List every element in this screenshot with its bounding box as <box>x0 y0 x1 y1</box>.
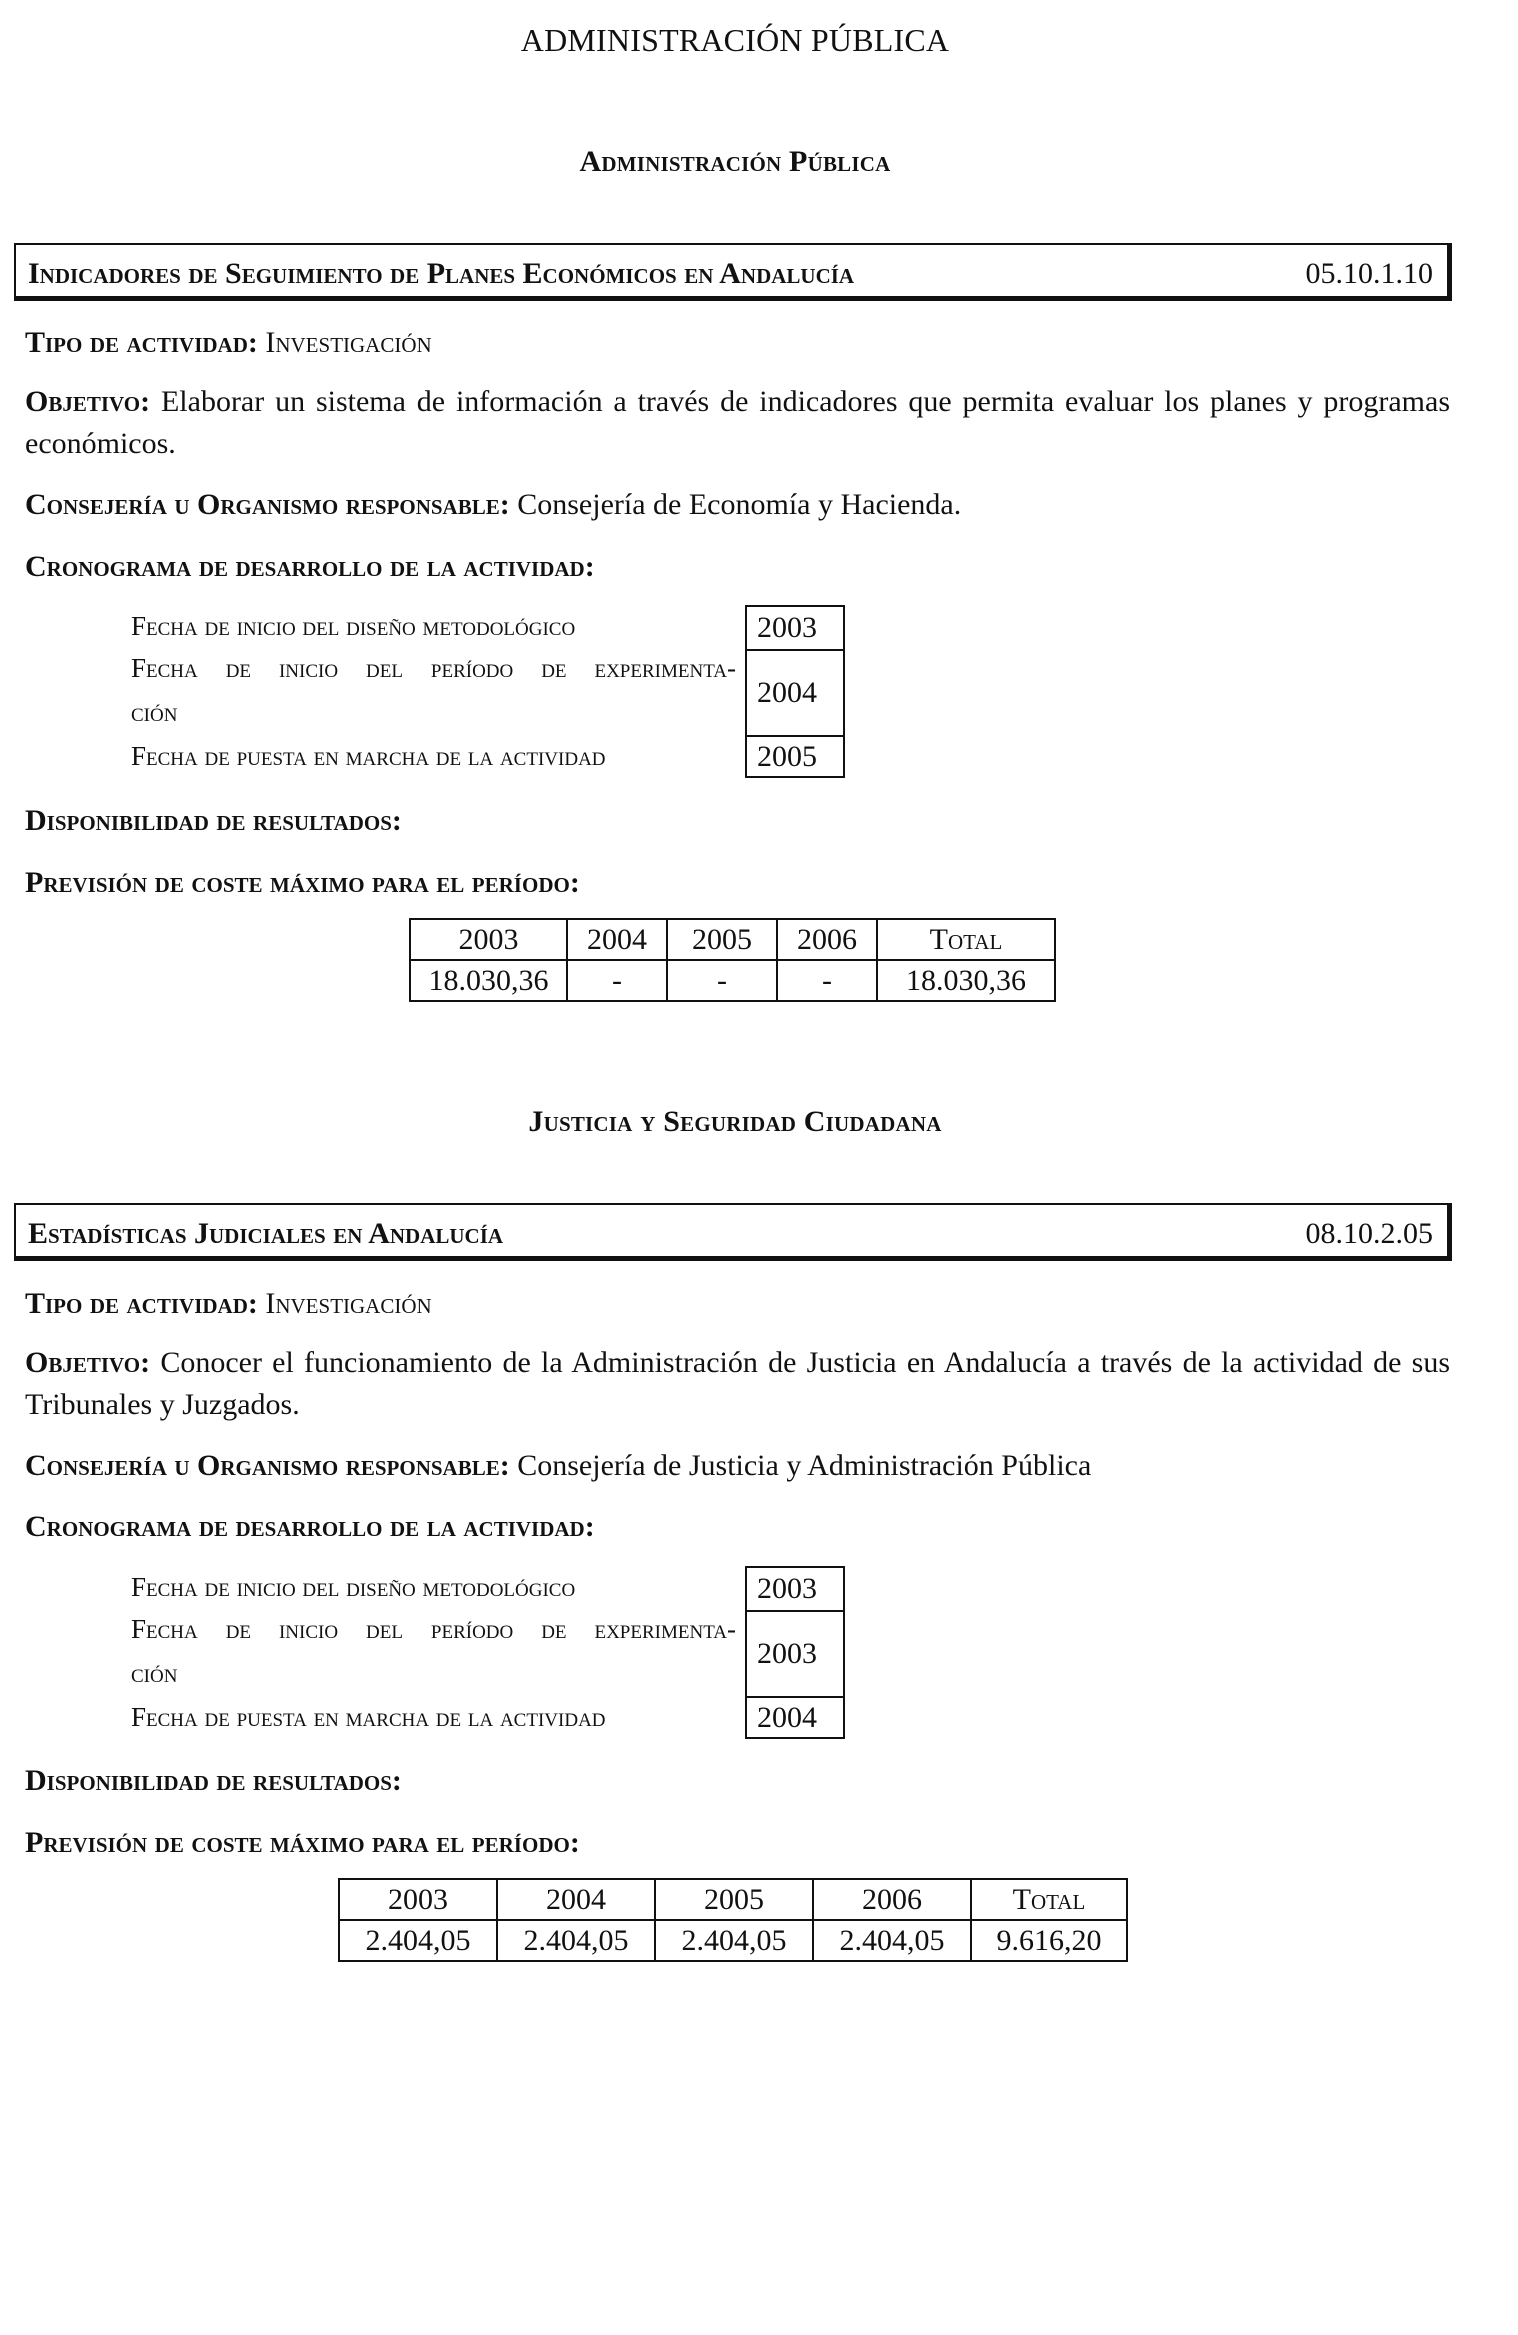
cost-value: - <box>777 960 877 1001</box>
disponibilidad-label: Disponibilidad de resultados: <box>25 804 402 837</box>
disponibilidad <box>25 1760 1450 1802</box>
section-title: Administración Pública <box>579 145 891 178</box>
cost-value: 2.404,05 <box>655 1920 813 1961</box>
consejeria-value: Consejería de Justicia y Administración Pública <box>517 1449 1092 1482</box>
tipo-value: Investigación <box>265 326 432 359</box>
cost-value: 18.030,36 <box>877 960 1055 1001</box>
objetivo <box>25 381 1450 465</box>
schedule-label: Fecha de inicio del período de experimenta- <box>131 653 736 683</box>
schedule-label: Fecha de puesta en marcha de la actividad <box>131 1702 606 1732</box>
section-title: Justicia y Seguridad Ciudadana <box>528 1105 942 1138</box>
cost-value-row <box>339 1920 1127 1961</box>
schedule-value: 2005 <box>745 735 845 778</box>
cost-value: 2.404,05 <box>813 1920 971 1961</box>
consejeria-label: Consejería u Organismo responsable: <box>25 1449 510 1482</box>
prevision <box>25 862 1450 904</box>
objetivo-value: Elaborar un sistema de información a través de indicadores que permita evaluar los planes y programas económicos. <box>25 385 1451 460</box>
disponibilidad-label: Disponibilidad de resultados: <box>25 1764 402 1797</box>
cost-header: 2004 <box>567 919 667 960</box>
consejeria-value: Consejería de Economía y Hacienda. <box>517 488 962 521</box>
prevision <box>25 1822 1450 1864</box>
cost-header: 2003 <box>339 1879 497 1920</box>
activity-title-box <box>14 243 1452 301</box>
tipo-actividad <box>25 322 1450 364</box>
cost-header: 2004 <box>497 1879 655 1920</box>
page-header: ADMINISTRACIÓN PÚBLICA <box>520 22 950 58</box>
schedule-label-continued: ción <box>131 1658 178 1688</box>
objetivo <box>25 1342 1450 1426</box>
schedule-value: 2004 <box>745 1696 845 1739</box>
schedule-value: 2003 <box>745 1610 845 1698</box>
cost-table <box>338 1878 1128 1962</box>
cronograma-label <box>25 546 1450 588</box>
cost-value-row <box>410 960 1055 1001</box>
prevision-label: Previsión de coste máximo para el período: <box>25 866 580 899</box>
tipo-label: Tipo de actividad: <box>25 326 258 359</box>
cost-table <box>409 918 1056 1002</box>
objetivo-value: Conocer el funcionamiento de la Administración de Justicia en Andalucía a través de la actividad de sus Tribunales y Juzgados. <box>25 1346 1450 1421</box>
tipo-value: Investigación <box>265 1287 432 1320</box>
activity-code: 08.10.2.05 <box>1305 1217 1433 1250</box>
cost-value: 2.404,05 <box>339 1920 497 1961</box>
schedule-label: Fecha de puesta en marcha de la actividad <box>131 741 606 771</box>
disponibilidad <box>25 800 1450 842</box>
cronograma-label-text: Cronograma de desarrollo de la actividad: <box>25 550 595 583</box>
cost-header: Total <box>971 1879 1127 1920</box>
tipo-actividad <box>25 1283 1450 1325</box>
schedule-label-continued: ción <box>131 697 178 727</box>
schedule-value: 2003 <box>745 1566 845 1612</box>
cost-value: 9.616,20 <box>971 1920 1127 1961</box>
cost-header: 2005 <box>667 919 777 960</box>
cost-header-row <box>339 1879 1127 1920</box>
schedule-value: 2004 <box>745 649 845 737</box>
tipo-label: Tipo de actividad: <box>25 1287 258 1320</box>
cronograma-label <box>25 1506 1450 1548</box>
cronograma-label-text: Cronograma de desarrollo de la actividad: <box>25 1510 595 1543</box>
cost-header: 2003 <box>410 919 567 960</box>
schedule-label: Fecha de inicio del diseño metodológico <box>131 611 576 641</box>
cost-value: 18.030,36 <box>410 960 567 1001</box>
cost-header-row <box>410 919 1055 960</box>
prevision-label: Previsión de coste máximo para el período: <box>25 1826 580 1859</box>
consejeria-label: Consejería u Organismo responsable: <box>25 488 510 521</box>
cost-header: 2005 <box>655 1879 813 1920</box>
cost-header: Total <box>877 919 1055 960</box>
cost-header: 2006 <box>777 919 877 960</box>
cost-value: - <box>567 960 667 1001</box>
cost-header: 2006 <box>813 1879 971 1920</box>
consejeria <box>25 484 1450 526</box>
objetivo-label: Objetivo: <box>25 385 151 418</box>
activity-code: 05.10.1.10 <box>1305 257 1433 290</box>
activity-title: Indicadores de Seguimiento de Planes Económicos en Andalucía <box>28 257 855 290</box>
activity-title: Estadísticas Judiciales en Andalucía <box>28 1217 504 1250</box>
schedule-label: Fecha de inicio del diseño metodológico <box>131 1572 576 1602</box>
activity-title-box <box>14 1203 1452 1261</box>
consejeria <box>25 1445 1450 1487</box>
schedule-label: Fecha de inicio del período de experimenta- <box>131 1614 736 1644</box>
cost-value: 2.404,05 <box>497 1920 655 1961</box>
objetivo-label: Objetivo: <box>25 1346 151 1379</box>
schedule-value: 2003 <box>745 605 845 651</box>
cost-value: - <box>667 960 777 1001</box>
